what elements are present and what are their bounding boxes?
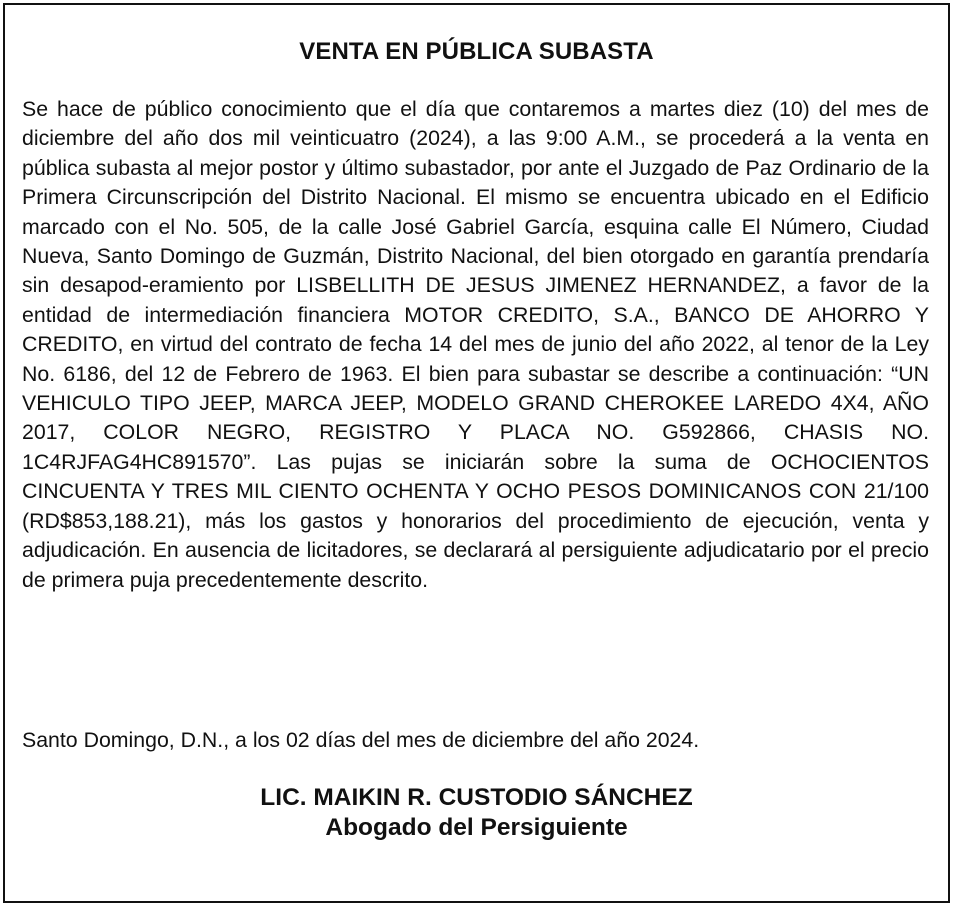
signer-name: LIC. MAIKIN R. CUSTODIO SÁNCHEZ xyxy=(260,784,693,811)
signer-role: Abogado del Persiguiente xyxy=(325,814,628,841)
legal-notice-box xyxy=(3,3,950,903)
signature-block xyxy=(5,783,948,843)
notice-body: Se hace de público conocimiento que el día que contaremos a martes diez (10) del mes de diciembre del año dos mil veinticuatro (2024), a las 9:00 A.M., se procederá a la venta en pública subasta al mejor postor y último subastador, por ante el Juzgado de Paz Ordinario de la Primera Circunscripción del Distrito Nacional. El mismo se encuentra ubicado en el Edificio marcado con el No. 505, de la calle José Gabriel García, esquina calle El Número, Ciudad Nueva, Santo Domingo de Guzmán, Distrito Nacional, del bien otorgado en garantía prendaría sin desapod-eramiento por LISBELLITH DE JESUS JIMENEZ HERNANDEZ, a favor de la entidad de intermediación financiera MOTOR CREDITO, S.A., BANCO DE AHORRO Y CREDITO, en virtud del contrato de fecha 14 del mes de junio del año 2022, al tenor de la Ley No. 6186, del 12 de Febrero de 1963. El bien para subastar se describe a continuación: “UN VEHICULO TIPO JEEP, MARCA JEEP, MODELO GRAND CHEROKEE LAREDO 4X4, AÑO 2017, COLOR NEGRO, REGISTRO Y PLACA NO. G592866, CHASIS NO. 1C4RJFAG4HC891570”. Las pujas se iniciarán sobre la suma de OCHOCIENTOS CINCUENTA Y TRES MIL CIENTO OCHENTA Y OCHO PESOS DOMINICANOS CON 21/100 (RD$853,188.21), más los gastos y honorarios del procedimiento de ejecución, venta y adjudicación. En ausencia de licitadores, se declarará al persiguiente adjudicatario por el precio de primera puja precedentemente descrito. xyxy=(22,97,929,592)
notice-date-line: Santo Domingo, D.N., a los 02 días del mes de diciembre del año 2024. xyxy=(22,728,700,752)
notice-title: VENTA EN PÚBLICA SUBASTA xyxy=(299,38,654,65)
